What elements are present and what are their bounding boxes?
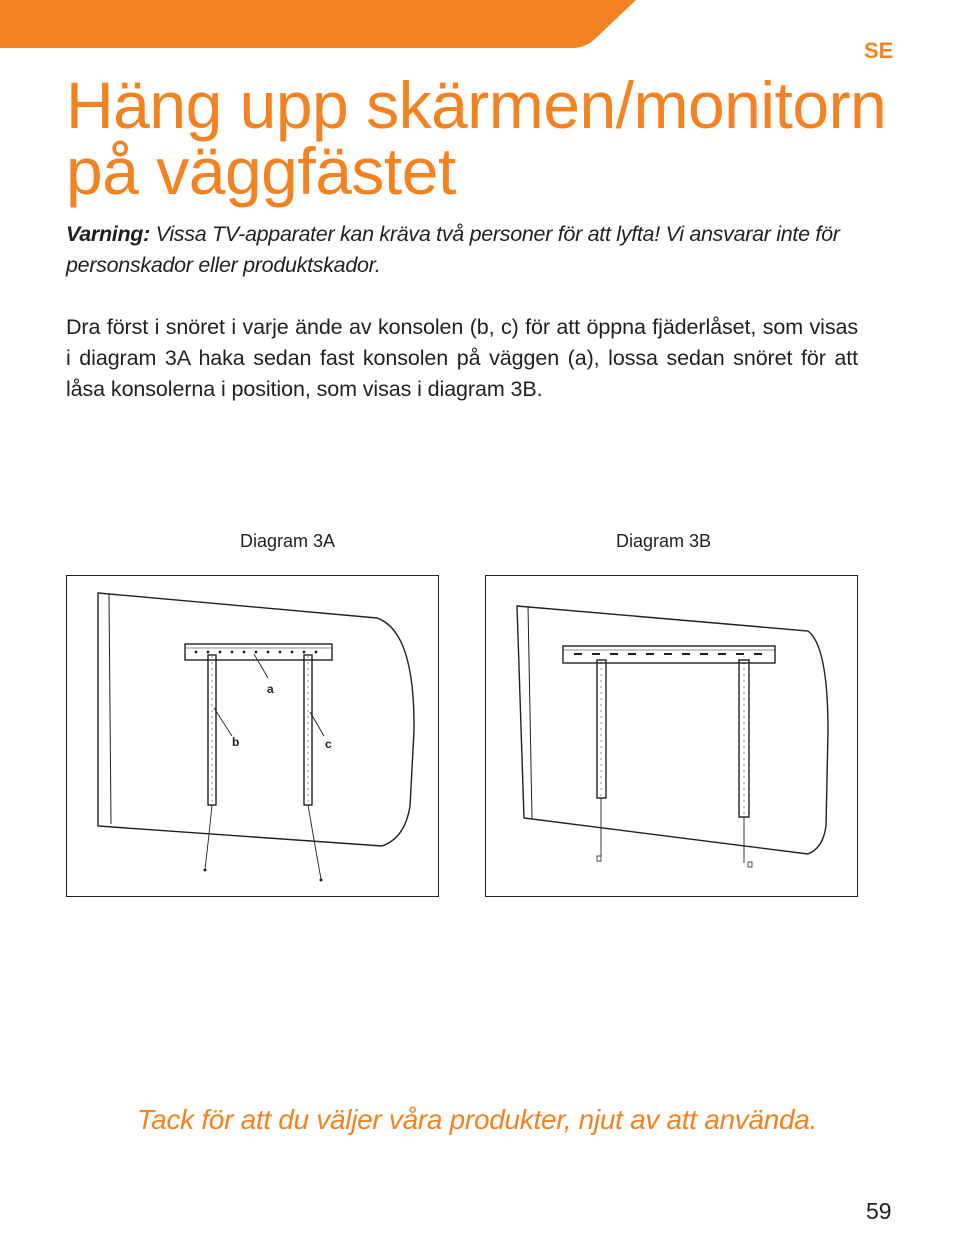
closing-message: Tack för att du väljer våra produkter, njut av att använda. [136, 1104, 818, 1135]
wall-panel [517, 606, 828, 854]
right-bracket [739, 660, 749, 817]
page-number: 59 [866, 1198, 892, 1224]
diagram-3b [485, 575, 858, 897]
diagram-3a [66, 575, 439, 897]
warning-text: Vissa TV-apparater kan kräva två personer för att lyfta! Vi ansvarar inte för personskador eller produktskador. [66, 222, 840, 277]
warning-label: Varning: [66, 222, 150, 246]
page-title-line-2: på väggfästet [66, 134, 456, 208]
wall-panel [98, 593, 414, 846]
language-code: SE [864, 38, 894, 63]
header-accent-bar [0, 0, 640, 48]
left-bracket [597, 660, 606, 798]
diagram-3a-label: Diagram 3A [240, 531, 336, 551]
diagram-3b-label: Diagram 3B [616, 531, 712, 551]
callout-b: b [232, 735, 240, 749]
page-title-line-1: Häng upp skärmen/monitorn [66, 68, 887, 142]
page-title [66, 68, 926, 208]
callout-a: a [267, 682, 274, 696]
diagram-3a-drawing [67, 576, 440, 898]
diagram-3b-drawing [486, 576, 859, 898]
warning-paragraph [66, 219, 866, 281]
callout-c: c [325, 737, 332, 751]
instructions-paragraph: Dra först i snöret i varje ände av konsolen (b, c) för att öppna fjäderlåset, som visas i diagram 3A haka sedan fast konsolen på väggen (a), lossa sedan snöret för att låsa konsolerna i position, som visas i diagram 3B. [66, 315, 858, 401]
left-pull-cord [205, 805, 212, 869]
